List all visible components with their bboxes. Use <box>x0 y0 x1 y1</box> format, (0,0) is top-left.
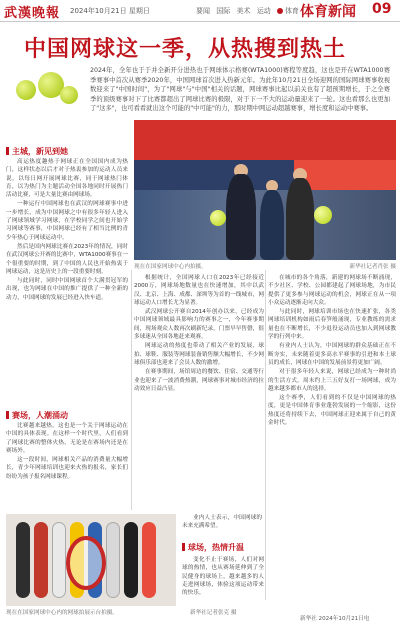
paragraph: 然后是国内网球比赛在2023年的情况，同时在武汉网球公开赛的比赛中，WTA1000赛事在一个很重要的时期，到了中国的人民也开始热衷于网球运动，这是历史上的一段重要时刻。 <box>6 243 128 275</box>
paragraph: 与此同时，同时中国网球首个大满贯冠军的出现，也为网球在中国的推广提供了一种全新的动力，中国网球的发展已经进入快车道。 <box>6 278 128 301</box>
article-column <box>6 158 128 410</box>
tennis-racket-icon <box>66 536 106 590</box>
column-divider <box>265 270 266 600</box>
photo-credit: 新华社记者张克 摄 <box>190 610 237 616</box>
article-column <box>182 514 262 538</box>
paragraph: 一种运行中国网球也在武汉的网球赛事中进一步增长，成为中国网球之中有很多年轻人进入了网球领域学习网球，在学校同学之间也开始学习网球等赛事，中国网球已经有了相当比例的青少年热心于网球运动中。 <box>6 201 128 241</box>
nav-item[interactable]: 美术 <box>236 7 251 15</box>
paragraph: 在城市的各个角落，新建的网球场不断涌现，不少社区、学校、公园都建起了网球场地，为市民提供了更多参与网球运动的机会，网球正在从一项小众运动逐渐走向大众。 <box>268 275 396 306</box>
byline: 新华社 2024年10月21日电 <box>300 616 370 622</box>
caption-text: 现在在国家网球中心内的网球拍展示台拍摄。 <box>6 610 118 616</box>
page-number: 09 <box>372 1 392 17</box>
paragraph: 这个赛季，人们看到的不仅是中国网球的热度，更是中国体育事业蓬勃发展的一个缩影，这份热度还将持续下去，中国网球正迎来属于自己的黄金时代。 <box>268 395 396 427</box>
lead-paragraph: 2024年，全年也于于并全新开分进热也于网球体示格赛(WTA1000)赛程等度趋，这也是开在WTA1000赛季赛事中首次从赛季2020年，中国网球首次进入热新元年。为此年10月21日全场迎网的国际网球赛事收视数迎来了"中国时间"，为了"网球"与"中国"相关的话题，网球赛事比起以前关也有了超预期增长，于之全赛季的顶级赛事对下了比赛都超出了网球比赛的极限，对于下一不大的运动量迎来了一轮。这也看那么也更加了"这多"，也可看看就出这个可能的"中可能"的力，那时期中网运动超越赛事，增长度和运动中赛事。 <box>90 67 390 112</box>
racket-display-photo <box>6 514 176 606</box>
column-divider <box>131 270 132 510</box>
nav-item[interactable]: 要闻 <box>196 7 210 15</box>
paragraph: 变化不止于赛场，人们对网球的热情，也从赛场延伸到了全民健身的球场上，越来越多的人走进网球场，体验这项运动带来的快乐。 <box>182 557 264 597</box>
article-column <box>134 274 264 510</box>
article-column <box>6 422 128 512</box>
section-title: 体育新闻 <box>300 4 356 20</box>
article-column <box>268 274 396 600</box>
flag-icon <box>277 8 283 14</box>
newspaper-logo: 武漢晚報 <box>4 6 61 21</box>
masthead <box>0 0 400 22</box>
paragraph: 比赛越来越热，这也是一个关于网球运动在中国的具体表现。在这样一个时代里，人们看到了网球比赛的整体火热，无论是在赛场内还是在赛场外。 <box>6 423 128 454</box>
headline: 中国网球这一季，从热搜到热土 <box>24 37 347 62</box>
subheading: 主城，新见到她 <box>6 146 128 157</box>
paragraph: 业内人士表示，中国网球的未来充满希望。 <box>182 515 262 530</box>
tennis-ball-icon <box>60 86 78 104</box>
nav-item[interactable]: 体育 <box>284 7 299 15</box>
paragraph: 有业内人士认为，中国网球的群众基础正在不断夯实，未来随着更多高水平赛事的引进和本土球员的成长，网球在中国的发展前景将更加广阔。 <box>268 343 396 366</box>
photo-credit: 新华社记者肖张 摄 <box>349 264 396 270</box>
caption-text: 现在在国家网球中心内拍摄。 <box>134 264 207 270</box>
paragraph: 根据统计，全国网球人口在2023年已经接近2000万，网球场地数量也在快速增加，其中以武汉、北京、上海、成都、深圳等为首的一线城市，网球运动人口增长尤为显著。 <box>134 275 264 306</box>
issue-date: 2024年10月21日 星期日 <box>70 7 150 15</box>
paragraph: 与此同时，网球培训市场也在快速扩张，各类网球培训机构如雨后春笋般涌现，专业教练的需求量也在不断增长，不少退役运动员也加入到网球教学的行列中来。 <box>268 309 396 341</box>
subheading: 赛场，人潮涌动 <box>6 410 128 421</box>
paragraph: 高运热度趣热于网球正在全国国内成为热门，这样状态以后才对于热衷参加的运动人员来说，以每日网开展网球比赛，同于网球热门体育，以为热门为主题活动全国各地同时开展热门活动比赛，可是大量比赛由网球场。 <box>6 159 128 199</box>
giant-tennis-ball-icon <box>314 206 332 224</box>
paragraph: 在赛事期间，场馆周边的餐饮、住宿、交通等行业也迎来了一波消费热潮，网球赛事对城市经济的拉动效应日益凸显。 <box>134 369 264 392</box>
fans-photo <box>134 120 396 260</box>
paragraph: 对于很多年轻人来说，网球已经成为一种时尚的生活方式，周末约上三五好友打一场网球，成为越来越多都市人的选择。 <box>268 369 396 392</box>
tennis-ball-icon <box>16 80 36 100</box>
paragraph: 武汉网球公开赛自2014年创办以来，已经成为中国网球领域最具影响力的赛事之一，今年赛事期间，现场观众人数再次刷新纪录，门票早早售罄，很多球迷从全国各地赶来观赛。 <box>134 309 264 341</box>
photo-caption <box>6 608 276 616</box>
tennis-balls-graphic <box>4 70 84 110</box>
giant-tennis-ball-icon <box>210 210 226 226</box>
masthead-nav <box>196 6 303 16</box>
paragraph: 网球运动的热度也带动了相关产业的发展，球拍、球鞋、服装等网球装备销售额大幅增长，不少网球俱乐部也迎来了会员人数的激增。 <box>134 343 264 366</box>
nav-item[interactable]: 国际 <box>216 7 231 15</box>
paragraph: 这一段时间，网球相关产品的消费量大幅增长，青少年网球培训也迎来火热的报名，家长们纷纷为孩子报名网球课程。 <box>6 457 128 480</box>
subheading: 球场，热情升温 <box>182 542 264 553</box>
nav-item[interactable]: 运动 <box>256 7 271 15</box>
